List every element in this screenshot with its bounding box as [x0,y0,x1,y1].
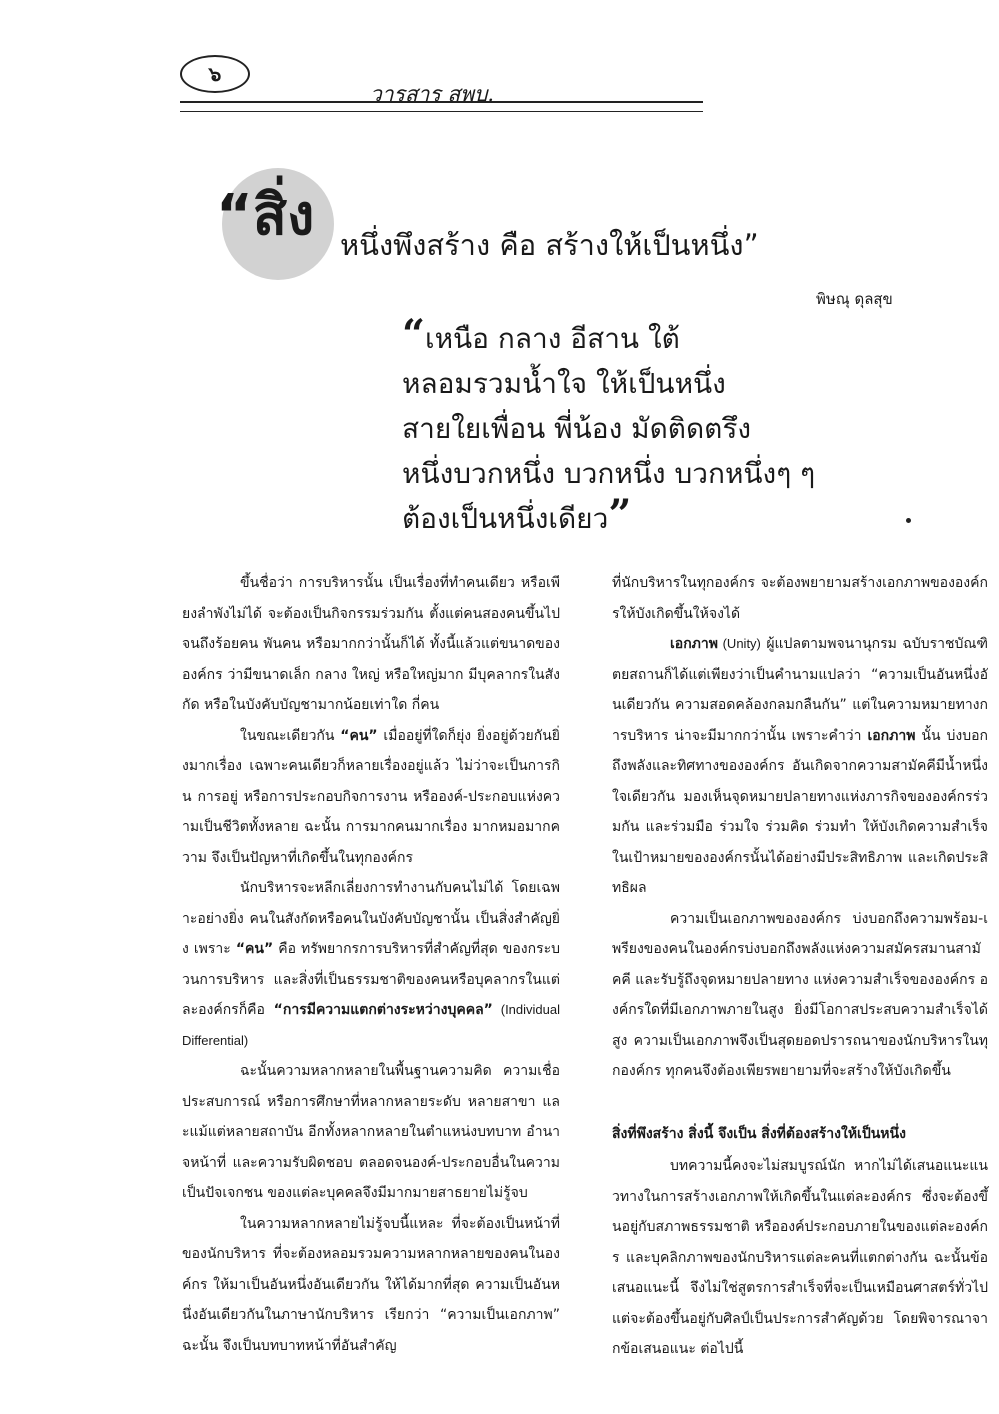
text: คือ ทรัพยากรการบริหารที่สำคัญที่สุด ของกระบวนการบริหาร และสิ่งที่เป็นธรรมชาติของคนหรือบุคลากรในแต่ละองค์กรก็คือ [182,941,561,1018]
bold-term: “คน” [340,727,378,744]
stray-dot [906,518,911,523]
left-column [182,568,560,1361]
section-heading: สิ่งที่พึงสร้าง สิ่งนี้ จึงเป็น สิ่งที่ต้องสร้างให้เป็นหนึ่ง [612,1125,906,1142]
poem-line: หลอมรวมน้ำใจ ให้เป็นหนึ่ง [402,367,726,400]
text: นักบริหารจะหลีกเลี่ยงการทำงานกับคนไม่ได้ โดยเฉพาะอย่างยิ่ง คนในสังกัดหรือคนในบังคับบัญชานั้น เป็นสิ่งสำคัญยิ่ง เพราะ [182,880,560,957]
close-quote: ” [608,491,632,538]
text: เมื่ออยู่ที่ใดก็ยุ่ง ยิ่งอยู่ด้วยกันยิ่งมากเรื่อง เฉพาะคนเดียวก็หลายเรื่องอยู่แล้ว ไม่ว่าจะเป็นการกิน การอยู่ หรือการประกอบกิจการงาน หรือองค์-ประกอบแห่งความเป็นชีวิตทั้งหลาย ฉะนั้น การมากคนมากเรื่อง มากหมอมากความ จึงเป็นปัญหาที่เกิดขึ้นในทุกองค์กร [182,727,560,866]
paragraph: ในความหลากหลายไม่รู้จบนี้แหละ ที่จะต้องเป็นหน้าที่ของนักบริหาร ที่จะต้องหลอมรวมความหลากหลายของคนในองค์กร ให้มาเป็นอันหนึ่งอันเดียวกัน ให้ได้มากที่สุด ความเป็นอันหนึ่งอันเดียวกันในภาษานักบริหาร เรียกว่า “ความเป็นเอกภาพ” ฉะนั้น จึงเป็นบทบาทหน้าที่อันสำคัญ [182,1215,560,1354]
header-rule [180,101,703,112]
poem-line-text: เหนือ กลาง อีสาน ใต้ [425,322,680,355]
paragraph [612,629,988,904]
article-title-lead: “สิ่ง [216,183,315,248]
poem-line: หนึ่งบวกหนึ่ง บวกหนึ่ง บวกหนึ่งๆ ๆ [402,457,816,490]
paragraph [182,721,560,874]
bold-term: “การมีความแตกต่างระหว่างบุคคล” [273,1002,493,1018]
journal-name: วารสาร สพบ. [370,82,495,106]
paragraph: ความเป็นเอกภาพขององค์กร บ่งบอกถึงความพร้อม-เพรียงของคนในองค์กรบ่งบอกถึงพลังแห่งความสมัครสมานสามัคคี และรับรู้ถึงจุดหมายปลายทาง แห่งความสำเร็จขององค์กร องค์กรใดที่มีเอกภาพภายในสูง ยิ่งมีโอกาสประสบความสำเร็จได้สูง ความเป็นเอกภาพจึงเป็นสุดยอดปรารถนาของนักบริหารในทุกองค์กร ทุกคนจึงต้องเพียรพยายามที่จะสร้างให้บังเกิดขึ้น [612,910,988,1079]
text: นั้น บ่งบอกถึงพลังและทิศทางขององค์กร อันเกิดจากความสามัคคีมีน้ำหนึ่งใจเดียวกัน มองเห็นจุดหมายปลายทางแห่งภารกิจขององค์กรร่วมกัน และร่วมมือ ร่วมใจ ร่วมคิด ร่วมทำ ให้บังเกิดความสำเร็จ ในเป้าหมายขององค์กรนั้นได้อย่างมีประสิทธิภาพ และเกิดประสิทธิผล [612,727,988,896]
paragraph: บทความนี้คงจะไม่สมบูรณ์นัก หากไม่ได้เสนอแนะแนวทางในการสร้างเอกภาพให้เกิดขึ้นในแต่ละองค์กร ซึ่งจะต้องขึ้นอยู่กับสภาพธรรมชาติ หรือองค์ประกอบภายในของแต่ละองค์กร และบุคลิกภาพของนักบริหารแต่ละคนที่แตกต่างกัน ฉะนั้นข้อเสนอแนะนี้ จึงไม่ใช่สูตรการสำเร็จที่จะเป็นเหมือนศาสตร์ทั่วไป แต่จะต้องขึ้นอยู่กับศิลป์เป็นประการสำคัญด้วย โดยพิจารณาจากข้อเสนอแนะ ต่อไปนี้ [612,1158,988,1357]
text: ในขณะเดียวกัน [240,727,341,744]
paragraph: ที่นักบริหารในทุกองค์กร จะต้องพยายามสร้างเอกภาพขององค์กรให้บังเกิดขึ้นให้จงได้ [612,575,988,622]
bold-term: “คน” [235,941,274,957]
bold-term: เอกภาพ [670,636,718,652]
paragraph [182,873,560,1056]
poem-line [402,311,842,361]
paragraph: ฉะนั้นความหลากหลายในพื้นฐานความคิด ความเชื่อ ประสบการณ์ หรือการศึกษาที่หลากหลายระดับ หลายสาขา และแม้แต่หลายสถาบัน อีกทั้งหลากหลายในตำแหน่งบทบาท อำนาจหน้าที่ และความรับผิดชอบ ตลอดจนองค์-ประกอบอื่นในความเป็นปัจเจกชน ของแต่ละบุคคลจึงมีมากมายสาธยายไม่รู้จบ [182,1063,560,1201]
poem-line: สายใยเพื่อน พี่น้อง มัดติดตรึง [402,412,752,445]
paragraph: ขึ้นชื่อว่า การบริหารนั้น เป็นเรื่องที่ทำคนเดียว หรือเพียงลำพังไม่ได้ จะต้องเป็นกิจกรรมร่วมกัน ตั้งแต่คนสองคนขึ้นไป จนถึงร้อยคน พันคน หรือมากกว่านั้นก็ได้ ทั้งนี้แล้วแต่ขนาดขององค์กร ว่ามีขนาดเล็ก กลาง ใหญ่ หรือใหญ่มาก มีบุคลากรในสังกัด หรือในบังคับบัญชามากน้อยเท่าใด กี่คน [182,575,560,713]
page-number: ๖ [180,55,250,93]
text: ผู้แปลตามพจนานุกรม ฉบับราชบัณฑิตยสถานก็ได้แต่เพียงว่าเป็นคำนามแปลว่า “ความเป็นอันหนึ่งอันเดียวกัน ความสอดคล้องกลมกลืนกัน” แต่ในความหมายทางการบริหาร น่าจะมีมากกว่านั้น เพราะคำว่า [612,636,989,744]
english-term: (Individual Differential) [182,1002,560,1048]
bold-term: เอกภาพ [867,727,916,744]
right-column [612,568,988,1365]
poem-line [402,491,842,541]
poem-block [402,311,842,541]
poem-line-text: ต้องเป็นหนึ่งเดียว [402,502,609,535]
author-name: พิษณุ ดุลสุข [816,290,893,308]
article-title-rest: หนึ่งพึงสร้าง คือ สร้างให้เป็นหนึ่ง” [340,228,759,262]
english-term: (Unity) [718,636,761,651]
open-quote: “ [402,311,426,358]
